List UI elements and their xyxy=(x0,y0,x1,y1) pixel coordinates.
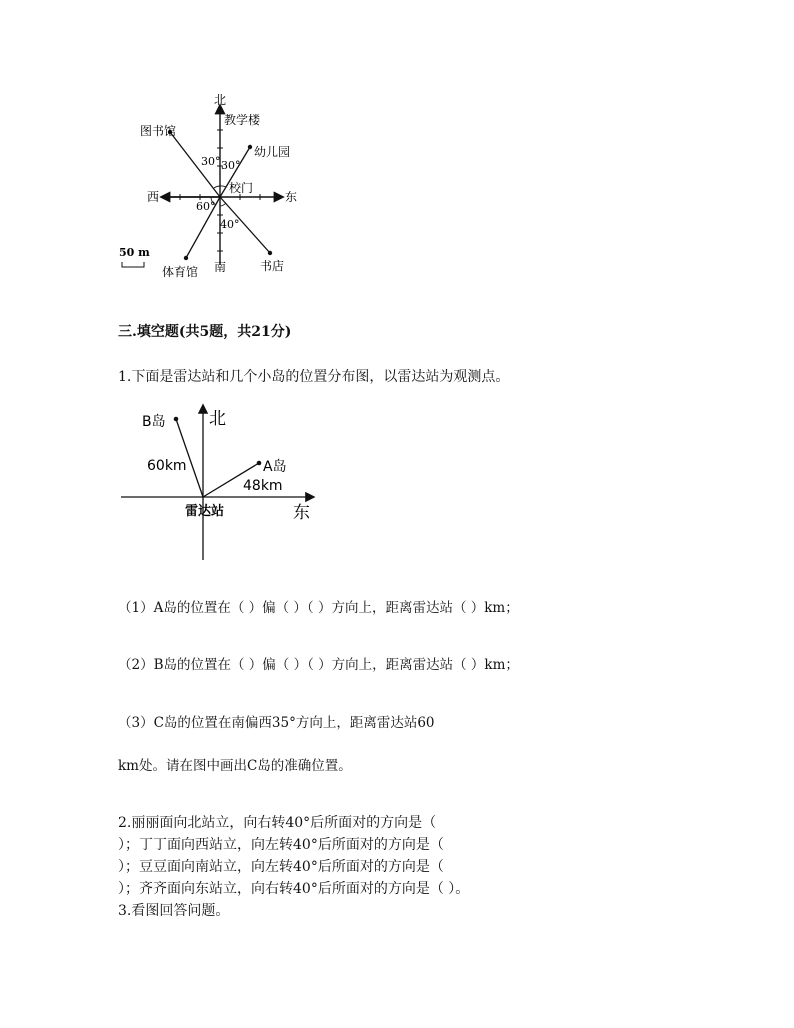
west-label: 西 xyxy=(147,190,160,204)
angle-30-left: 30° xyxy=(201,155,221,168)
q1-sub3-line2: km处。请在图中画出C岛的准确位置。 xyxy=(118,758,352,774)
q1-sub1: （1）A岛的位置在（ ）偏（ ）（ ）方向上，距离雷达站（ ）km； xyxy=(118,600,519,616)
east-label: 东 xyxy=(285,190,298,204)
island-a-distance: 48km xyxy=(243,478,283,494)
q2-line1: 2.丽丽面向北站立，向右转40°后所面对的方向是（ xyxy=(118,815,437,831)
angle-40: 40° xyxy=(220,218,240,231)
island-b-label: B岛 xyxy=(142,414,166,430)
teaching-building-label: 教学楼 xyxy=(224,113,261,127)
island-b-distance: 60km xyxy=(147,458,187,474)
q1-intro: 1.下面是雷达站和几个小岛的位置分布图，以雷达站为观测点。 xyxy=(118,369,510,385)
bookstore-label: 书店 xyxy=(260,259,285,273)
q2-line2: ）；丁丁面向西站立，向左转40°后所面对的方向是（ xyxy=(118,837,444,853)
section-title: 三.填空题(共5题，共21分) xyxy=(118,324,292,340)
south-label: 南 xyxy=(214,260,227,274)
library-label: 图书馆 xyxy=(140,124,177,138)
radar-station-diagram xyxy=(118,400,318,565)
radar-north-label: 北 xyxy=(209,409,226,429)
kindergarten-label: 幼儿园 xyxy=(254,145,291,159)
q3-line1: 3.看图回答问题。 xyxy=(118,903,230,919)
north-label: 北 xyxy=(214,93,227,107)
scale-label: 50 m xyxy=(119,246,150,259)
school-direction-diagram xyxy=(110,90,310,285)
radar-east-label: 东 xyxy=(293,503,310,523)
angle-60: 60° xyxy=(196,200,216,213)
q2-line4: ）；齐齐面向东站立，向右转40°后所面对的方向是（ ）。 xyxy=(118,881,470,897)
island-a-label: A岛 xyxy=(263,459,287,475)
q2-line3: ）；豆豆面向南站立，向左转40°后所面对的方向是（ xyxy=(118,859,444,875)
radar-station-label: 雷达站 xyxy=(185,504,225,519)
q1-sub3-line1: （3）C岛的位置在南偏西35°方向上，距离雷达站60 xyxy=(118,715,435,731)
gym-label: 体育馆 xyxy=(162,265,199,279)
angle-30-right: 30° xyxy=(221,159,241,172)
school-gate-label: 校门 xyxy=(229,181,254,195)
q1-sub2: （2）B岛的位置在（ ）偏（ ）（ ）方向上，距离雷达站（ ）km； xyxy=(118,657,519,673)
